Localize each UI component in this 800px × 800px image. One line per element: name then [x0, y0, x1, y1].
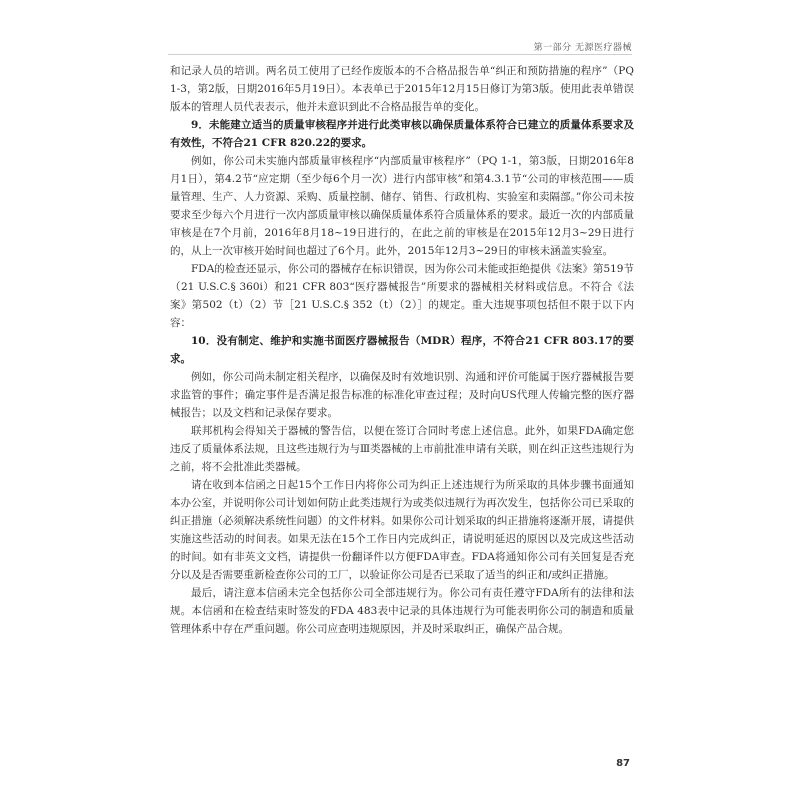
body-text — [170, 62, 634, 638]
paragraph-closing: 最后，请注意本信函未完全包括你公司全部违规行为。你公司有责任遵守FDA所有的法律和法规。本信函和在检查结束时签发的FDA 483表中记录的具体违规行为可能表明你公司的制造和质量管理体系中存在严重问题。你公司应查明违规原因，并及时采取纠正，确保产品合规。 — [170, 587, 634, 635]
paragraph-mdr-example: 例如，你公司尚未制定相关程序，以确保及时有效地识别、沟通和评价可能属于医疗器械报告要求监管的事件；确定事件是否满足报告标准的标准化审查过程；及时向US代理人传输完整的医疗器械报告；以及文档和记录保存要求。 — [170, 371, 634, 419]
running-header: 第一部分 无源医疗器械 — [533, 43, 632, 53]
section-heading-10: 10．没有制定、维护和实施书面医疗器械报告（MDR）程序，不符合21 CFR 803.17的要求。 — [170, 335, 634, 365]
paragraph-audit-example: 例如，你公司未实施内部质量审核程序“内部质量审核程序”（PQ 1-1，第3版，日期2016年8月1日），第4.2节“应定期（至少每6个月一次）进行内部审核”和第4.3.1节“公司的审核范围——质量管理、生产、人力资源、采购、质量控制、储存、销售、行政机构、实验室和卖隔部。”你公司未按要求至少每六个月进行一次内部质量审核以确保质量体系符合质量体系的要求。最近一次的内部质量审核是在7个月前，2016年8月18~19日进行的，在此之前的审核是在2015年12月3~29日进行的，从上一次审核开始时间也超过了6个月。此外，2015年12月3~29日的审核未涵盖实验室。 — [170, 155, 634, 257]
page-number: 87 — [616, 758, 630, 769]
paragraph-fda-misbranding: FDA的检查还显示，你公司的器械存在标识错误，因为你公司未能或拒绝提供《法案》第519节（21 U.S.C.§ 360i）和21 CFR 803“医疗器械报告”所要求的器械相关材料或信息。不符合《法案》第502（t）（2）节［21 U.S.C.§ 352（t）（2）］的规定。重大违规事项包括但不限于以下内容： — [170, 263, 634, 329]
section-heading-9: 9．未能建立适当的质量审核程序并进行此类审核以确保质量体系符合已建立的质量体系要求及有效性，不符合21 CFR 820.22的要求。 — [170, 119, 634, 149]
paragraph-continuation: 和记录人员的培训。两名员工使用了已经作废版本的不合格品报告单“纠正和预防措施的程序”（PQ 1-3，第2版，日期2016年5月19日）。本表单已于2015年12月15日修订为第3版。使用此表单错误版本的管理人员代表表示，他并未意识到此不合格品报告单的变化。 — [170, 65, 634, 113]
paragraph-federal-agencies: 联邦机构会得知关于器械的警告信，以便在签订合同时考虑上述信息。此外，如果FDA确定您违反了质量体系法规，且这些违规行为与Ⅲ类器械的上市前批准申请有关联，则在纠正这些违规行为之前，将不会批准此类器械。 — [170, 425, 634, 473]
paragraph-response-request: 请在收到本信函之日起15个工作日内将你公司为纠正上述违规行为所采取的具体步骤书面通知本办公室，并说明你公司计划如何防止此类违规行为或类似违规行为再次发生，包括你公司已采取的纠正措施（必须解决系统性问题）的文件材料。如果你公司计划采取的纠正措施将逐渐开展，请提供实施这些活动的时间表。如果无法在15个工作日内完成纠正，请说明延迟的原因以及完成这些活动的时间。如有非英文文档，请提供一份翻译件以方便FDA审查。FDA将通知你公司有关回复是否充分以及是否需要重新检查你公司的工厂，以验证你公司是否已采取了适当的纠正和/或纠正措施。 — [170, 479, 634, 581]
header-divider — [168, 54, 632, 55]
